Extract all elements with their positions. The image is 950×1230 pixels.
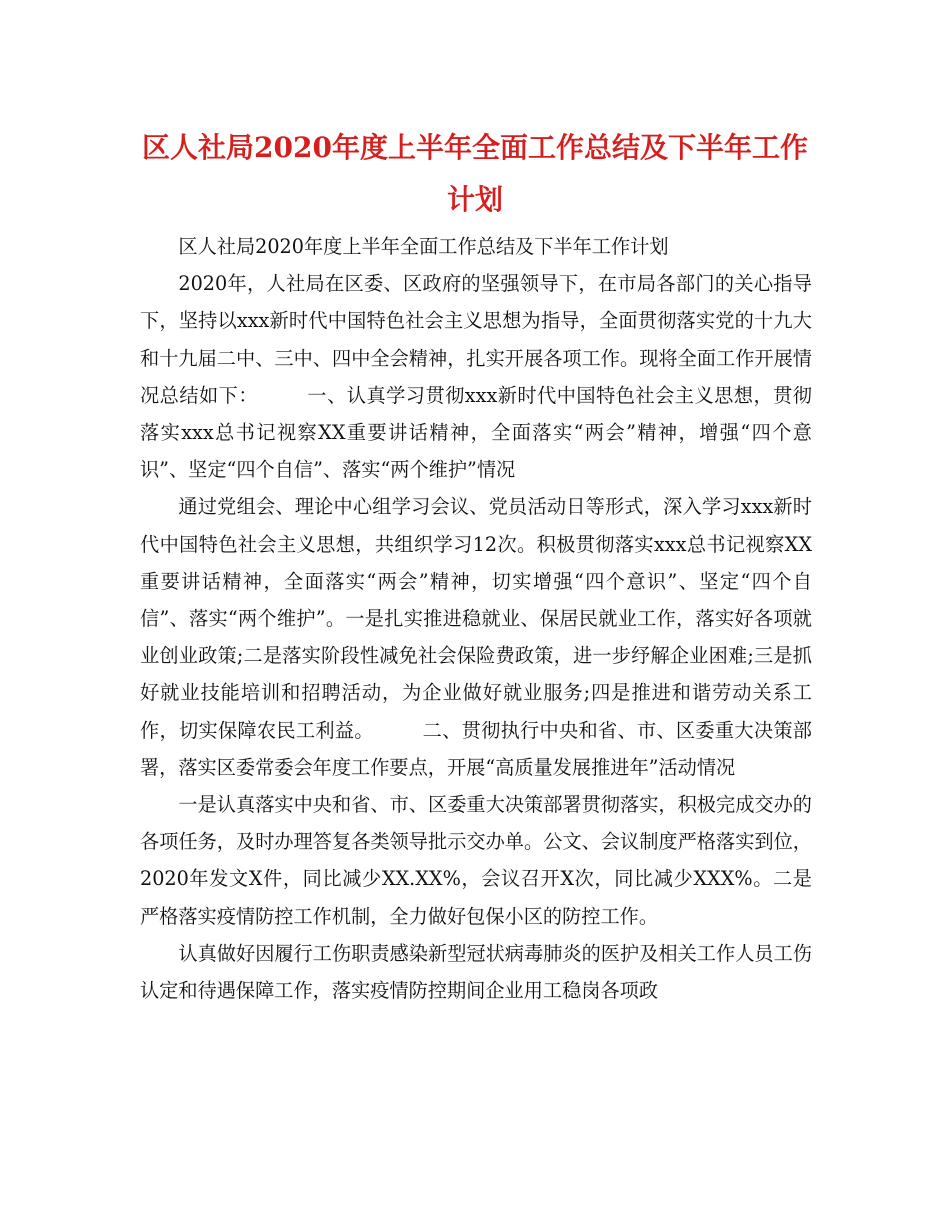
body-paragraph: 区人社局2020年度上半年全面工作总结及下半年工作计划	[178, 235, 669, 258]
document-body	[140, 228, 812, 1009]
body-paragraph: 通过党组会、理论中心组学习会议、党员活动日等形式，深入学习xxx新时代中国特色社会主义思想，共组织学习12次。积极贯彻落实xxx总书记视察XX重要讲话精神，全面落实“两会”精神，切实增强“四个意识”、坚定“四个自信”、落实“两个维护”。一是扎实推进稳就业、保居民就业工作，落实好各项就业创业政策;二是落实阶段性减免社会保险费政策，进一步纾解企业困难;三是抓好就业技能培训和招聘活动，为企业做好就业服务;四是推进和谐劳动关系工作，切实保障农民工利益。 二、贯彻执行中央和省、市、区委重大决策部署，落实区委常委会年度工作要点，开展“高质量发展推进年”活动情况	[140, 495, 812, 779]
body-paragraph: 2020年，人社局在区委、区政府的坚强领导下，在市局各部门的关心指导下，坚持以xxx新时代中国特色社会主义思想为指导，全面贯彻落实党的十九大和十九届二中、三中、四中全会精神，扎实开展各项工作。现将全面工作开展情况总结如下： 一、认真学习贯彻xxx新时代中国特色社会主义思想，贯彻落实xxx总书记视察XX重要讲话精神，全面落实“两会”精神，增强“四个意识”、坚定“四个自信”、落实“两个维护”情况	[140, 272, 812, 482]
body-paragraph: 一是认真落实中央和省、市、区委重大决策部署贯彻落实，积极完成交办的各项任务，及时办理答复各类领导批示交办单。公文、会议制度严格落实到位，2020年发文X件，同比减少XX.XX%，会议召开X次，同比减少XXX%。二是严格落实疫情防控工作机制，全力做好包保小区的防控工作。	[140, 793, 812, 928]
body-paragraph: 认真做好因履行工伤职责感染新型冠状病毒肺炎的医护及相关工作人员工伤认定和待遇保障工作，落实疫情防控期间企业用工稳岗各项政	[140, 941, 812, 1003]
document-title: 区人社局2020年度上半年全面工作总结及下半年工作计划	[142, 131, 808, 216]
